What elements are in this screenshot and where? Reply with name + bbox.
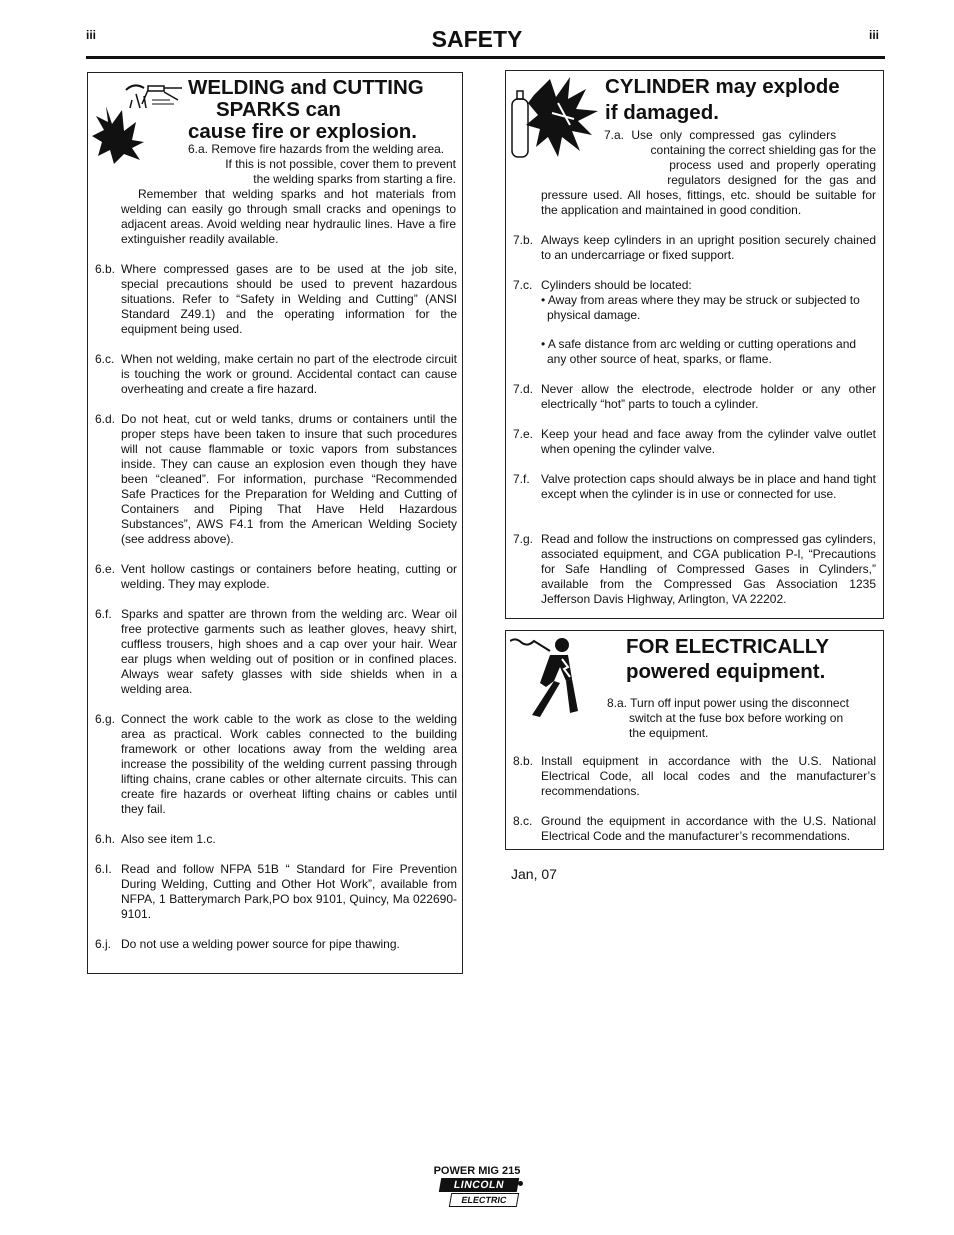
logo-top: LINCOLN bbox=[439, 1178, 519, 1192]
item-7c-bullet-1: • Away from areas where they may be struck or subjected to physical damage. bbox=[541, 293, 860, 322]
item-7b-label: 7.b. bbox=[513, 233, 534, 247]
logo-dot bbox=[518, 1181, 523, 1186]
cylinder-heading-line2: if damaged. bbox=[605, 101, 719, 124]
item-7a-line4: regulators designed for the gas and bbox=[667, 173, 876, 187]
welding-heading-line1: WELDING and CUTTING bbox=[188, 76, 424, 99]
page-number-right: iii bbox=[869, 28, 880, 42]
item-7a-line1: 7.a. Use only compressed gas cylinders bbox=[604, 128, 837, 142]
item-7a-line3: process used and properly operating bbox=[669, 158, 876, 172]
electrical-heading-line1: FOR ELECTRICALLY bbox=[626, 635, 830, 658]
item-label: 7.d. bbox=[513, 382, 534, 396]
item-label: 6.d. bbox=[95, 412, 116, 426]
item-text: Do not heat, cut or weld tanks, drums or containers until the proper steps have been taken to insure that such procedures will not cause flammable or toxic vapors from substances inside. They can cause an explosion even though they have been “cleaned”. For information, purchase “Recommended Safe Practices for the Preparation for Welding and Cutting of Containers and Piping That Have Held Hazardous Substances”, AWS F4.1 from the American Welding Society (see address above). bbox=[121, 412, 457, 546]
electrical-section bbox=[505, 630, 884, 850]
item-text: Read and follow the instructions on compressed gas cylinders, associated equipment, and CGA publication P-l, “Precautions for Safe Handling of Compressed Gases in Cylinders,” available from the Compressed Gas Association 1235 Jefferson Davis Highway, Arlington, VA 22202. bbox=[541, 532, 876, 606]
electrical-heading bbox=[626, 634, 829, 684]
item-text: Sparks and spatter are thrown from the welding arc. Wear oil free protective garments such as leather gloves, heavy shirt, cuffless trousers, high shoes and a cap over your hair. Wear ear plugs when welding out of position or in confined places. Always wear safety glasses with side shields when in a welding area. bbox=[121, 607, 457, 696]
item-label: 6.f. bbox=[95, 607, 112, 621]
electric-shock-icon bbox=[510, 633, 590, 719]
lincoln-electric-logo bbox=[438, 1178, 522, 1208]
cylinder-heading bbox=[605, 74, 840, 126]
item-7c-bullet-2: • A safe distance from arc welding or cutting operations and any other source of heat, sparks, or flame. bbox=[541, 337, 857, 366]
welding-heading-line2: SPARKS can bbox=[216, 98, 341, 121]
item-7b-text: Always keep cylinders in an upright position securely chained to an undercarriage or fixed support. bbox=[541, 233, 876, 262]
item-text: Vent hollow castings or containers before heating, cutting or welding. They may explode. bbox=[121, 562, 457, 591]
item-7a-line2: containing the correct shielding gas for the bbox=[650, 143, 876, 157]
item-label: 7.g. bbox=[513, 532, 534, 546]
item-text: Never allow the electrode, electrode holder or any other electrically “hot” parts to touch a cylinder. bbox=[541, 382, 876, 411]
item-label: 6.b. bbox=[95, 262, 116, 276]
product-model: POWER MIG 215 bbox=[433, 1165, 521, 1177]
item-label: 6.I. bbox=[95, 862, 112, 876]
item-text: Valve protection caps should always be in place and hand tight except when the cylinder is in use or connected for use. bbox=[541, 472, 876, 501]
cylinder-section bbox=[505, 70, 884, 619]
item-text: Also see item 1.c. bbox=[121, 832, 216, 846]
item-6a-line1: 6.a. Remove fire hazards from the welding area. bbox=[188, 142, 445, 156]
revision-date: Jan, 07 bbox=[511, 866, 557, 882]
item-text: Do not use a welding power source for pipe thawing. bbox=[121, 937, 400, 951]
item-8a-line1: 8.a. Turn off input power using the disconnect bbox=[607, 696, 849, 710]
item-text: Install equipment in accordance with the U.S. National Electrical Code, all local codes and the manufacturer’s recommendations. bbox=[541, 754, 876, 798]
item-label: 6.g. bbox=[95, 712, 116, 726]
item-label: 7.e. bbox=[513, 427, 534, 441]
item-7c-label: 7.c. bbox=[513, 278, 533, 292]
item-label: 7.f. bbox=[513, 472, 530, 486]
item-8a-line3: the equipment. bbox=[629, 726, 709, 740]
title-rule bbox=[86, 56, 885, 59]
logo-bottom: ELECTRIC bbox=[449, 1193, 519, 1207]
item-7a-body: pressure used. All hoses, fittings, etc. should be suitable for the application and maintained in good condition. bbox=[541, 188, 876, 217]
item-label: 6.c. bbox=[95, 352, 115, 366]
item-6a-line2: If this is not possible, cover them to prevent bbox=[225, 157, 456, 171]
welding-heading-line3: cause fire or explosion. bbox=[188, 120, 417, 143]
item-text: When not welding, make certain no part of the electrode circuit is touching the work or ground. Accidental contact can cause overheating and create a fire hazard. bbox=[121, 352, 457, 396]
page-title: SAFETY bbox=[431, 26, 523, 52]
item-label: 6.e. bbox=[95, 562, 116, 576]
cylinder-explosion-icon bbox=[508, 73, 600, 161]
item-7c-text: Cylinders should be located: bbox=[541, 278, 692, 292]
item-text: Keep your head and face away from the cylinder valve outlet when opening the cylinder valve. bbox=[541, 427, 876, 456]
cylinder-heading-line1: CYLINDER may explode bbox=[605, 75, 840, 98]
welding-heading bbox=[188, 77, 424, 143]
item-text: Where compressed gases are to be used at the job site, special precautions should be used to prevent hazardous situations. Refer to “Safety in Welding and Cutting” (ANSI Standard Z49.1) and the operating information for the equipment being used. bbox=[121, 262, 457, 336]
item-6a-body: Remember that welding sparks and hot materials from welding can easily go through small cracks and openings to adjacent areas. Avoid welding near hydraulic lines. Have a fire extinguisher readily available. bbox=[121, 187, 456, 246]
item-label: 8.c. bbox=[513, 814, 533, 828]
item-label: 8.b. bbox=[513, 754, 534, 768]
item-6a-line3: the welding sparks from starting a fire. bbox=[253, 172, 456, 186]
page-number-left: iii bbox=[86, 28, 97, 42]
item-text: Read and follow NFPA 51B “ Standard for Fire Prevention During Welding, Cutting and Other Hot Work”, available from NFPA, 1 Batterymarch Park,PO box 9101, Quincy, Ma 022690-9101. bbox=[121, 862, 457, 921]
item-8a-line2: switch at the fuse box before working on bbox=[629, 711, 844, 725]
item-text: Ground the equipment in accordance with the U.S. National Electrical Code and the manufacturer’s recommendations. bbox=[541, 814, 876, 843]
item-label: 6.h. bbox=[95, 832, 116, 846]
welding-sparks-section bbox=[87, 72, 463, 974]
electrical-heading-line2: powered equipment. bbox=[626, 660, 826, 683]
explosion-icon bbox=[92, 76, 184, 164]
item-text: Connect the work cable to the work as close to the welding area as practical. Work cables connected to the building framework or other locations away from the welding area increase the possibility of the welding current passing through lifting chains, crane cables or other alternate circuits. This can create fire hazards or overheat lifting chains or cables until they fail. bbox=[121, 712, 457, 816]
item-label: 6.j. bbox=[95, 937, 112, 951]
